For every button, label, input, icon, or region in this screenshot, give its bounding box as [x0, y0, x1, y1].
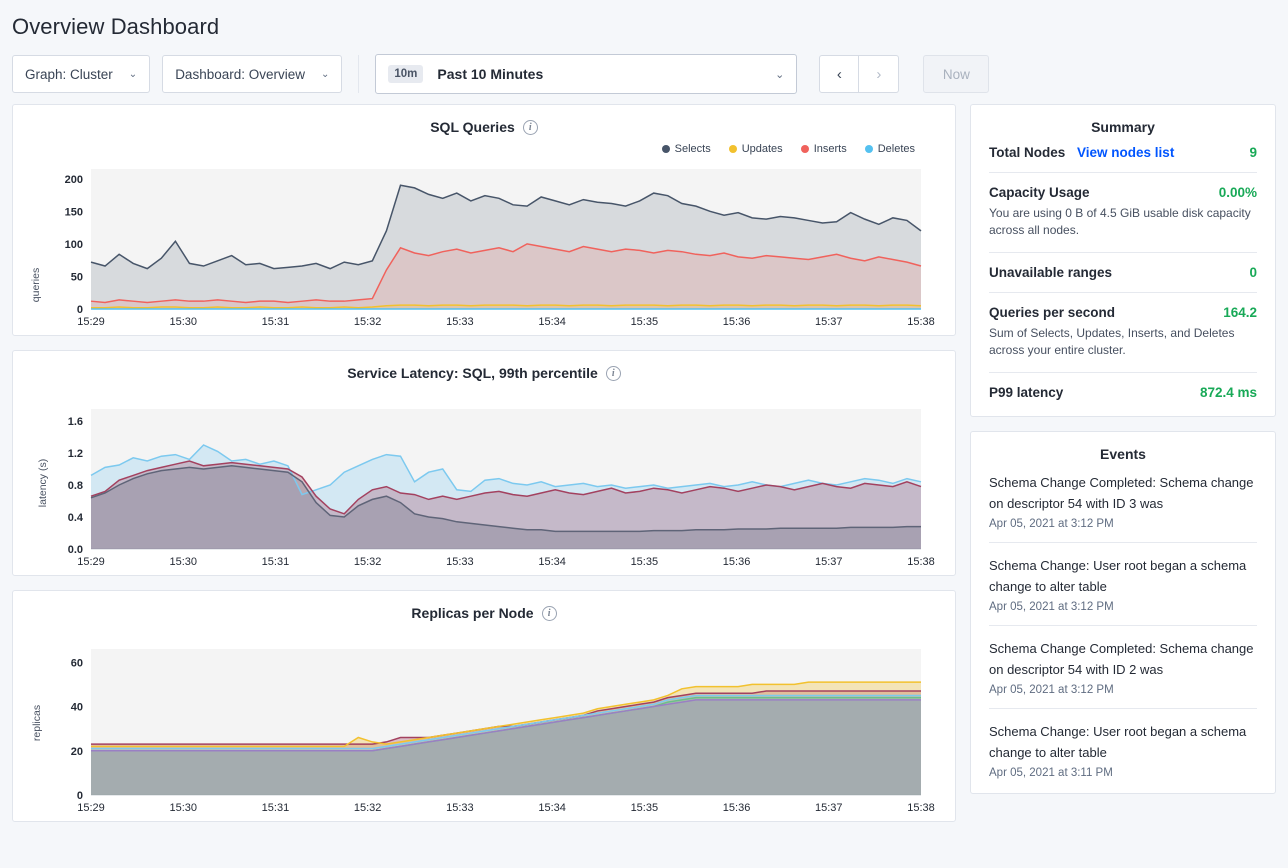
sidebar-column: [970, 104, 1276, 808]
svg-text:0: 0: [76, 304, 83, 316]
legend-item[interactable]: [729, 143, 783, 155]
svg-text:15:35: 15:35: [630, 316, 659, 328]
svg-text:15:32: 15:32: [353, 802, 382, 814]
summary-label: Total Nodes: [989, 145, 1066, 160]
legend-swatch-icon: [662, 145, 670, 153]
previous-range-button[interactable]: ‹: [819, 55, 859, 93]
summary-value: 9: [1249, 145, 1257, 160]
svg-text:150: 150: [64, 206, 83, 219]
summary-row-unavailable-ranges: [971, 265, 1275, 280]
divider: [989, 252, 1257, 253]
chevron-down-icon: ⌄: [321, 68, 330, 80]
svg-text:15:38: 15:38: [907, 556, 935, 568]
svg-text:15:33: 15:33: [446, 556, 474, 568]
event-item[interactable]: [971, 721, 1275, 793]
dashboard-selector[interactable]: [162, 55, 342, 93]
view-nodes-list-link[interactable]: View nodes list: [1077, 145, 1175, 160]
event-timestamp: Apr 05, 2021 at 3:12 PM: [989, 517, 1114, 530]
summary-value: 0.00%: [1218, 185, 1257, 200]
svg-text:50: 50: [70, 271, 83, 284]
event-item[interactable]: [971, 472, 1275, 530]
summary-row-p99-latency: [971, 385, 1275, 416]
summary-title: Summary: [1091, 119, 1155, 135]
summary-value: 164.2: [1223, 304, 1257, 320]
event-timestamp: Apr 05, 2021 at 3:12 PM: [989, 683, 1114, 696]
event-text: Schema Change: User root began a schema change to alter table: [989, 557, 1247, 594]
page-title: Overview Dashboard: [12, 14, 220, 39]
legend-label: Updates: [741, 143, 783, 155]
svg-text:15:31: 15:31: [261, 802, 290, 814]
event-item[interactable]: [971, 555, 1275, 613]
now-button[interactable]: Now: [923, 55, 989, 93]
chart-svg-replicas: [13, 635, 955, 821]
legend-label: Selects: [674, 143, 711, 155]
svg-text:0.0: 0.0: [67, 544, 83, 556]
svg-text:1.2: 1.2: [67, 448, 83, 460]
legend-item[interactable]: [865, 143, 915, 155]
svg-text:0: 0: [76, 790, 83, 802]
y-axis-label: latency (s): [37, 458, 50, 508]
info-icon[interactable]: i: [523, 120, 538, 135]
time-range-label: Past 10 Minutes: [437, 66, 544, 82]
y-axis-label: replicas: [31, 704, 44, 742]
svg-text:15:33: 15:33: [446, 802, 474, 814]
svg-text:15:34: 15:34: [538, 556, 566, 568]
chart-plot-service-latency[interactable]: [13, 395, 955, 575]
svg-text:15:31: 15:31: [261, 316, 290, 328]
event-timestamp: Apr 05, 2021 at 3:11 PM: [989, 766, 1113, 779]
event-text: Schema Change Completed: Schema change on descriptor 54 with ID 2 was: [989, 640, 1254, 677]
time-range-badge: 10m: [388, 65, 423, 83]
time-nav-group: [819, 55, 899, 93]
svg-text:1.6: 1.6: [67, 416, 83, 428]
svg-text:15:36: 15:36: [722, 802, 751, 814]
svg-text:15:32: 15:32: [353, 316, 382, 328]
svg-text:15:34: 15:34: [538, 316, 566, 328]
summary-card: [970, 104, 1276, 417]
event-text: Schema Change: User root began a schema change to alter table: [989, 723, 1247, 760]
svg-text:15:31: 15:31: [261, 556, 290, 568]
svg-text:15:34: 15:34: [538, 802, 566, 814]
summary-label: Queries per second: [989, 304, 1116, 320]
summary-label: Unavailable ranges: [989, 264, 1113, 280]
summary-value: 0: [1249, 264, 1257, 280]
chart-title-sql-queries: [13, 105, 955, 135]
chart-svg-service-latency: [13, 395, 955, 575]
summary-value: 872.4 ms: [1199, 384, 1257, 400]
svg-text:15:32: 15:32: [353, 556, 382, 568]
event-item[interactable]: [971, 638, 1275, 696]
time-range-selector[interactable]: [375, 54, 797, 94]
svg-text:15:29: 15:29: [77, 802, 105, 814]
svg-text:15:33: 15:33: [446, 316, 474, 328]
summary-description: You are using 0 B of 4.5 GiB usable disk capacity across all nodes.: [989, 206, 1251, 238]
events-card: [970, 431, 1276, 794]
chart-plot-replicas[interactable]: [13, 635, 955, 821]
svg-text:15:35: 15:35: [630, 802, 659, 814]
legend-item[interactable]: [662, 143, 711, 155]
legend-item[interactable]: [801, 143, 847, 155]
divider: [989, 372, 1257, 373]
summary-row-queries-per-second: [971, 305, 1275, 360]
divider: [989, 625, 1257, 626]
dashboard-body: [0, 104, 1288, 836]
summary-label: Capacity Usage: [989, 185, 1090, 200]
chart-title-service-latency: [13, 351, 955, 381]
info-icon[interactable]: i: [542, 606, 557, 621]
events-title: Events: [1100, 445, 1146, 462]
divider: [989, 292, 1257, 293]
next-range-button[interactable]: ›: [859, 55, 899, 93]
svg-text:0.4: 0.4: [67, 512, 83, 524]
svg-text:15:36: 15:36: [722, 556, 751, 568]
svg-text:20: 20: [70, 745, 83, 758]
summary-label: P99 latency: [989, 384, 1064, 400]
divider: [989, 172, 1257, 173]
legend-label: Inserts: [813, 143, 847, 155]
event-timestamp: Apr 05, 2021 at 3:12 PM: [989, 600, 1114, 613]
svg-text:0.8: 0.8: [67, 480, 83, 492]
svg-text:15:38: 15:38: [907, 316, 935, 328]
toolbar-divider: [358, 55, 359, 93]
chart-card-service-latency: [12, 350, 956, 576]
svg-text:15:29: 15:29: [77, 316, 105, 328]
legend-swatch-icon: [801, 145, 809, 153]
summary-row-total-nodes: [971, 145, 1275, 160]
chart-title-replicas: [13, 591, 955, 621]
dashboard-selector-label: Dashboard: Overview: [175, 66, 305, 82]
chart-plot-sql-queries[interactable]: [13, 155, 955, 335]
svg-text:15:37: 15:37: [815, 802, 843, 814]
charts-column: [12, 104, 956, 836]
svg-text:15:37: 15:37: [815, 556, 843, 568]
graph-selector[interactable]: [12, 55, 150, 93]
chart-title-text: Replicas per Node: [411, 605, 534, 621]
svg-text:200: 200: [64, 173, 83, 186]
y-axis-label: queries: [30, 267, 43, 303]
svg-text:100: 100: [64, 238, 83, 251]
graph-selector-label: Graph: Cluster: [25, 66, 113, 82]
summary-description: Sum of Selects, Updates, Inserts, and Deletes across your entire cluster.: [989, 325, 1235, 358]
svg-text:15:37: 15:37: [815, 316, 843, 328]
chart-svg-sql-queries: [13, 155, 955, 335]
svg-text:15:35: 15:35: [630, 556, 659, 568]
chart-title-text: SQL Queries: [430, 119, 515, 135]
legend-swatch-icon: [865, 145, 873, 153]
svg-text:15:30: 15:30: [169, 802, 197, 814]
svg-text:40: 40: [70, 701, 83, 714]
chart-card-replicas: [12, 590, 956, 822]
svg-text:60: 60: [70, 657, 83, 670]
chart-title-text: Service Latency: SQL, 99th percentile: [347, 365, 598, 381]
summary-row-capacity-usage: [971, 185, 1275, 240]
svg-text:15:29: 15:29: [77, 556, 105, 568]
info-icon[interactable]: i: [606, 366, 621, 381]
chevron-down-icon: ⌄: [128, 68, 138, 80]
divider: [989, 542, 1257, 543]
svg-text:15:38: 15:38: [907, 802, 935, 814]
chevron-down-icon: ⌄: [775, 68, 785, 81]
legend-swatch-icon: [729, 145, 737, 153]
svg-text:15:30: 15:30: [169, 316, 197, 328]
svg-text:15:30: 15:30: [169, 556, 197, 568]
event-text: Schema Change Completed: Schema change on descriptor 54 with ID 3 was: [989, 474, 1254, 511]
svg-text:15:36: 15:36: [722, 316, 751, 328]
chart-card-sql-queries: [12, 104, 956, 336]
divider: [989, 708, 1257, 709]
chart-legend-sql-queries: [13, 135, 955, 155]
toolbar: [0, 48, 1288, 104]
legend-label: Deletes: [877, 143, 915, 155]
